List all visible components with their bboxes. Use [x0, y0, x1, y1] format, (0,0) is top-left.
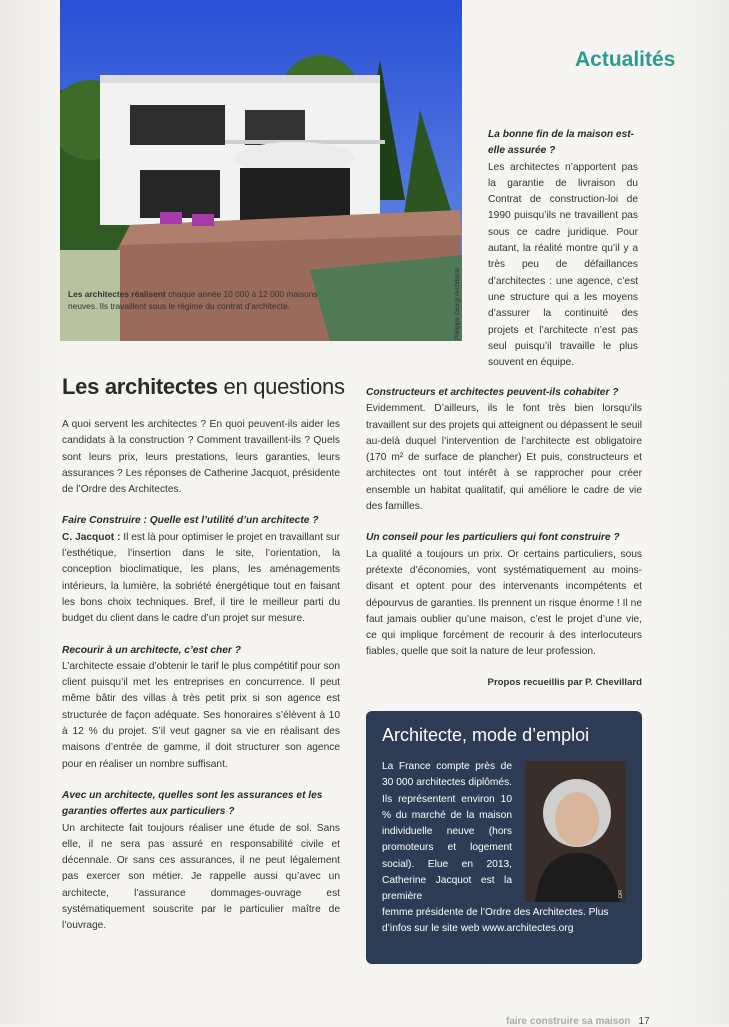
question: La bonne fin de la maison est-elle assurée ?: [488, 129, 635, 157]
left-column: [62, 417, 340, 950]
box-text: La France compte près de 30 000 architectes diplômés. Ils représentent environ 10 % du marché de la maison individuelle neuve (hors promoteurs et logement social). Elue en 2013, Catherine Jacquot est la première: [382, 761, 512, 903]
caption-text: chaque année 10 000 à 12 000 maisons neuves. Ils travaillent sous le régime du contrat d’architecte.: [68, 289, 318, 311]
box-title: Architecte, mode d’emploi: [382, 725, 590, 745]
answer: [62, 530, 340, 628]
title-bold: Les architectes: [62, 374, 218, 399]
question: Recourir à un architecte, c’est cher ?: [62, 644, 241, 656]
photo-caption: [68, 288, 338, 312]
magazine-name-part: maison: [595, 1016, 631, 1027]
page-footer: [506, 1016, 650, 1027]
right-column: [366, 385, 642, 676]
question: Avec un architecte, quelles sont les assurances et les garanties offertes aux particuliers ?: [62, 789, 323, 818]
answer: Un architecte fait toujours réaliser une étude de sol. Sans elle, il ne sera pas assuré en responsabilité civile et décennale. Or sans ces assurances, il ne peut légalement pas exercer son métier. Je rappelle aussi qu’avec un architecte, l’assurance dommages-ouvrage est systématiquement souscrite par le particulier maître de l’ouvrage.: [62, 822, 340, 932]
signature: Propos recueillis par P. Chevillard: [487, 677, 642, 688]
magazine-name: [506, 1016, 631, 1027]
question: Constructeurs et architectes peuvent-ils cohabiter ?: [366, 387, 619, 398]
speaker: C. Jacquot :: [62, 531, 121, 543]
magazine-name-part: faire construire: [506, 1016, 579, 1027]
magazine-name-part: sa: [578, 1016, 596, 1027]
photo-credit: Philippe Giorgi Architecte: [454, 267, 461, 340]
portrait-credit: DR: [617, 890, 624, 898]
question: Faire Construire : Quelle est l’utilité d’un architecte ?: [62, 515, 319, 527]
caption-bold: Les architectes réalisent: [68, 289, 166, 299]
portrait-photo: [525, 761, 626, 902]
section-label: Actualités: [575, 48, 676, 71]
article-title: [62, 374, 345, 400]
right-top-column: [488, 127, 638, 386]
answer: L’architecte essaie d’obtenir le tarif le plus compétitif pour son client puisqu’il met les entreprises en concurrence. Il peut même bâtir des villas à très petit prix si son agence est structurée de façon adéquate. Ses honoraires s’élèvent à 10 à 12 % du projet. S’il veut gagner sa vie en réalisant des maisons d’entrée de gamme, il doit structurer son agence pour en réaliser un nombre suffisant.: [62, 660, 340, 770]
info-box: [366, 711, 642, 964]
answer-text: Il est là pour optimiser le projet en travaillant sur l’esthétique, l’insertion dans le site, l’orientation, la conception bioclimatique, les plans, les aménagements intérieurs, la lumière, la sobriété énergétique tout en faisant les bons choix techniques. Bref, il tire le meilleur parti du budget du client dans le cadre d’un projet sur mesure.: [62, 531, 340, 625]
answer: La qualité a toujours un prix. Or certains particuliers, sous prétexte d’économies, vont systématiquement au moins-disant et optent pour des intervenants incompétents et dépourvus de garanties. Ils prennent un risque énorme ! Il ne faut jamais oublier qu’une maison, c’est le projet d’une vie, ce qui implique forcément de recourir à des interlocuteurs fiables, quelle que soit la nature de leur profession.: [366, 548, 642, 658]
intro: A quoi servent les architectes ? En quoi peuvent-ils aider les candidats à la construction ? Comment travaillent-ils ? Quels sont leurs prix, leurs prestations, leurs garanties, leurs assurances ? Les réponses de Catherine Jacquot, présidente de l’Ordre des Architectes.: [62, 419, 340, 496]
answer: Les architectes n’apportent pas la garantie de livraison du Contrat de construction-loi de 1990 puisqu’ils ne travaillent pas sous ce cadre juridique. Pour autant, la réalité montre qu’il y a très peu de défaillances d’architectes : une agence, c’est une structure qui a les moyens d’assurer la continuité des projets et l’architecte n’est pas seul puisqu’il travaille le plus souvent en équipe.: [488, 161, 638, 369]
answer: Evidemment. D’ailleurs, ils le font très bien lorsqu’ils travaillent sur des projets qui atteignent ou dépassent le seuil au-delà duquel l’intervention de l’architecte est obligatoire (170 m² de surface de plancher) Et puis, constructeurs et architectes ont tout intérêt à se rapprocher pour créer ensemble un habitat qualitatif, qui améliore le cadre de vie des familles.: [366, 403, 642, 513]
page-number: 17: [638, 1016, 650, 1027]
box-text-continued: femme présidente de l’Ordre des Architectes. Plus d’infos sur le site web www.architectes.org: [382, 907, 609, 935]
title-rest: en questions: [217, 374, 345, 399]
question: Un conseil pour les particuliers qui font construire ?: [366, 532, 620, 544]
